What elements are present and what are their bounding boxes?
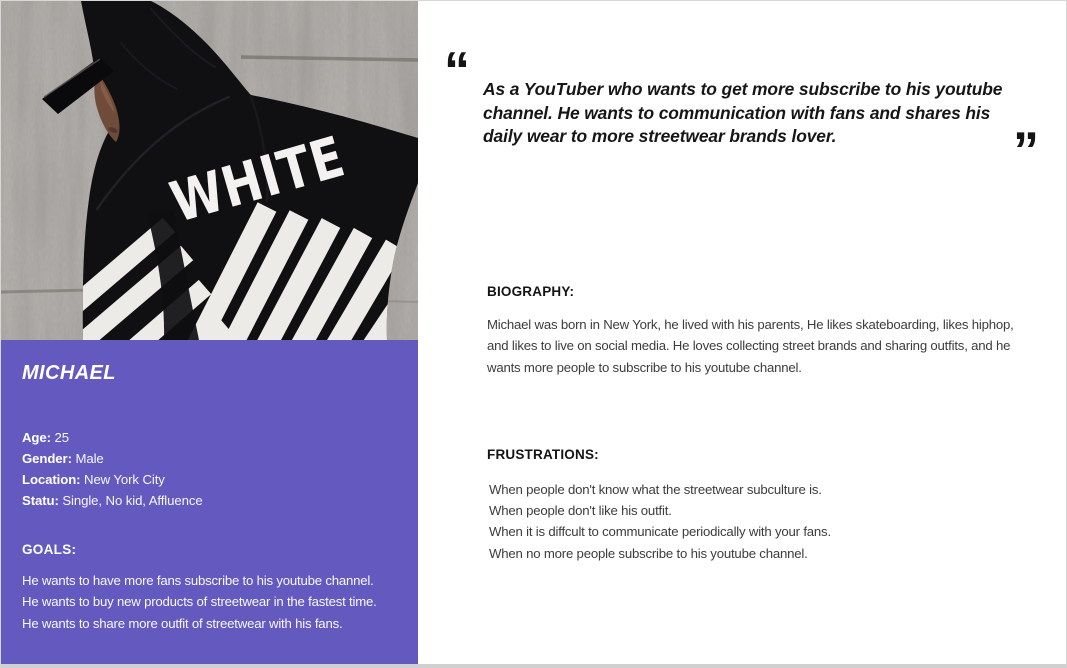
field-status: Statu: Single, No kid, Affluence <box>22 493 203 508</box>
goal-item: He wants to have more fans subscribe to his youtube channel. <box>22 573 374 588</box>
goal-item: He wants to share more outfit of streetwear with his fans. <box>22 615 343 631</box>
field-gender: Gender: Male <box>22 451 104 466</box>
frustrations-list <box>489 479 831 564</box>
persona-photo <box>1 1 418 340</box>
persona-name: MICHAEL <box>22 362 116 384</box>
biography-heading: BIOGRAPHY: <box>487 284 575 299</box>
goal-item: He wants to buy new products of streetwear in the fastest time. <box>22 594 377 610</box>
frustration-item: When people don't know what the streetwear subculture is. <box>489 482 822 497</box>
persona-quote: As a YouTuber who wants to get more subscribe to his youtube channel. He wants to communication with fans and shares his daily wear to more streetwear brands lover. <box>483 79 1003 147</box>
frustrations-heading: FRUSTRATIONS: <box>487 447 599 462</box>
frustration-item: When it is diffcult to communicate periodically with your fans. <box>489 524 831 540</box>
goals-heading: GOALS: <box>22 542 77 557</box>
field-location: Location: New York City <box>22 472 165 487</box>
demographics <box>22 427 410 511</box>
profile-panel <box>1 340 418 664</box>
close-quote-icon: ” <box>1013 122 1039 180</box>
frustration-item: When no more people subscribe to his youtube channel. <box>489 545 808 561</box>
open-quote-icon: “ <box>444 42 470 100</box>
field-age: Age: 25 <box>22 430 69 445</box>
goals-list <box>22 570 410 634</box>
biography-text: Michael was born in New York, he lived with his parents, He likes skateboarding, likes hiphop, and likes to live on social media. He loves collecting street brands and sharing outfits, and he wants more people to subscribe to his youtube channel. <box>487 317 1014 375</box>
wall-seam-left <box>1 290 91 292</box>
shirt-text: WHITE <box>163 124 353 236</box>
frustration-item: When people don't like his outfit. <box>489 503 672 519</box>
